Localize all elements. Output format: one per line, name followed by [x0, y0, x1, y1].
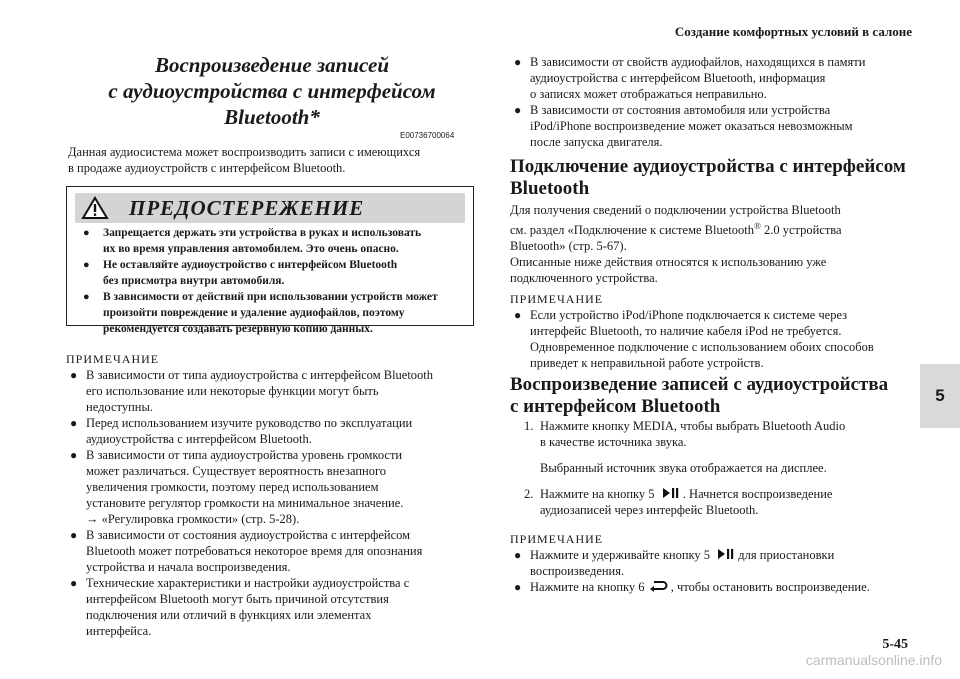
note-item: ● Нажмите на кнопку 6 , чтобы остановить воспроизведение.	[514, 580, 870, 594]
section-code: E00736700064	[400, 131, 455, 140]
intro-paragraph	[68, 144, 478, 176]
connect-paragraph: Для получения сведений о подключении устройства Bluetooth см. раздел «Подключение к системе Bluetooth® 2.0 устройства Bluetooth» (стр. 5-67). Описанные ниже действия относятся к использованию уже подключенного устройства.	[510, 202, 910, 286]
step-item: 1. Нажмите кнопку MEDIA, чтобы выбрать Bluetooth Audio в качестве источника звука. Выбранный источник звука отображается на дисплее.	[524, 419, 846, 475]
note-item: ● Нажмите и удерживайте кнопку 5 для приостановки воспроизведения.	[514, 548, 835, 578]
warning-list	[81, 225, 469, 337]
bullet-icon: ●	[83, 227, 90, 239]
warning-item: ● В зависимости от действий при использовании устройств может произойти повреждение и удаление аудиофайлов, поэтому рекомендуется создавать резервную копию данных.	[83, 291, 438, 335]
play-pause-icon	[713, 548, 735, 560]
bullet-icon: ●	[70, 368, 78, 382]
bullet-icon: ●	[70, 576, 78, 590]
title-line: Воспроизведение записей	[154, 53, 390, 77]
warning-triangle-icon	[81, 196, 109, 220]
bullet-icon: ●	[70, 416, 78, 430]
title-line: Bluetooth*	[224, 105, 320, 129]
bullet-icon: ●	[83, 259, 90, 271]
warning-title: ПРЕДОСТЕРЕЖЕНИЕ	[129, 195, 365, 220]
note-item: ● В зависимости от типа аудиоустройства с интерфейсом Bluetooth его использование или некоторые функции могут быть недоступны.	[70, 368, 434, 414]
watermark: carmanualsonline.info	[805, 652, 942, 668]
note-item: ● В зависимости от свойств аудиофайлов, находящихся в памяти аудиоустройства с интерфейсом Bluetooth, информация о записях может отображаться неправильно.	[514, 55, 866, 101]
bullet-icon: ●	[514, 580, 522, 594]
right-top-bullets	[510, 54, 910, 150]
page-title	[68, 52, 476, 130]
title-line: с аудиоустройства с интерфейсом	[108, 79, 436, 103]
note-item: ● Если устройство iPod/iPhone подключается к системе через интерфейс Bluetooth, то наличие кабеля iPod не требуется. Одновременное подключение с использованием обоих способов приведет к неправильной работе устройств.	[514, 308, 874, 370]
playback-steps	[510, 418, 910, 518]
page-number: 5-45	[882, 637, 908, 652]
bullet-icon: ●	[70, 448, 78, 462]
intro-line: в продаже аудиоустройств с интерфейсом Bluetooth.	[68, 161, 346, 175]
note-block	[510, 532, 915, 595]
note-label: ПРИМЕЧАНИЕ	[66, 352, 160, 366]
step-item: 2. Нажмите на кнопку 5 . Начнется воспроизведение аудиозаписей через интерфейс Bluetooth.	[524, 487, 833, 517]
cross-reference-link[interactable]: Bluetooth» (стр. 5-67).	[510, 239, 627, 254]
note-item: ● В зависимости от состояния автомобиля или устройства iPod/iPhone воспроизведение может оказаться невозможным после запуска двигателя.	[514, 103, 853, 149]
note-block	[510, 292, 915, 371]
note-item: ● Технические характеристики и настройки аудиоустройства с интерфейсом Bluetooth могут быть причиной отсутствия подключения или отличий в функциях или элементах интерфейса.	[70, 576, 410, 638]
cross-reference-link[interactable]: → «Регулировка громкости» (стр. 5-28).	[86, 512, 300, 526]
section-heading-playback: Воспроизведение записей с аудиоустройства с интерфейсом Bluetooth	[510, 374, 889, 417]
warning-box	[66, 186, 474, 335]
bullet-icon: ●	[514, 548, 522, 562]
warning-item: ● Не оставляйте аудиоустройство с интерфейсом Bluetooth без присмотра внутри автомобиля.	[83, 259, 398, 287]
note-block	[66, 352, 478, 639]
section-heading-connect: Подключение аудиоустройства с интерфейсом Bluetooth	[510, 156, 906, 199]
warning-item: ● Запрещается держать эти устройства в руках и использовать их во время управления автомобилем. Это очень опасно.	[83, 227, 422, 255]
note-item: ● В зависимости от состояния аудиоустройства с интерфейсом Bluetooth может потребоваться некоторое время для опознания устройства и начала воспроизведения.	[70, 528, 423, 574]
bullet-icon: ●	[514, 55, 522, 69]
bullet-icon: ●	[514, 308, 522, 322]
chapter-tab: 5	[920, 364, 960, 428]
section-header: Создание комфортных условий в салоне	[674, 24, 912, 39]
bullet-icon: ●	[83, 291, 90, 303]
return-icon	[648, 580, 668, 592]
note-item: ● Перед использованием изучите руководство по эксплуатации аудиоустройства с интерфейсом Bluetooth.	[70, 416, 413, 446]
bullet-icon: ●	[514, 103, 522, 117]
intro-line: Данная аудиосистема может воспроизводить записи с имеющихся	[68, 145, 421, 159]
note-item: ● В зависимости от типа аудиоустройства уровень громкости может различаться. Существует вероятность внезапного увеличения громкости, поэтому перед использованием установите регулятор громкости на минимальное значение. → «Регулировка громкости» (стр. 5-28).	[66, 447, 478, 527]
bullet-icon: ●	[70, 528, 78, 542]
warning-header	[75, 193, 465, 223]
note-label: ПРИМЕЧАНИЕ	[510, 532, 604, 546]
play-pause-icon	[658, 487, 680, 499]
note-label: ПРИМЕЧАНИЕ	[510, 292, 604, 306]
